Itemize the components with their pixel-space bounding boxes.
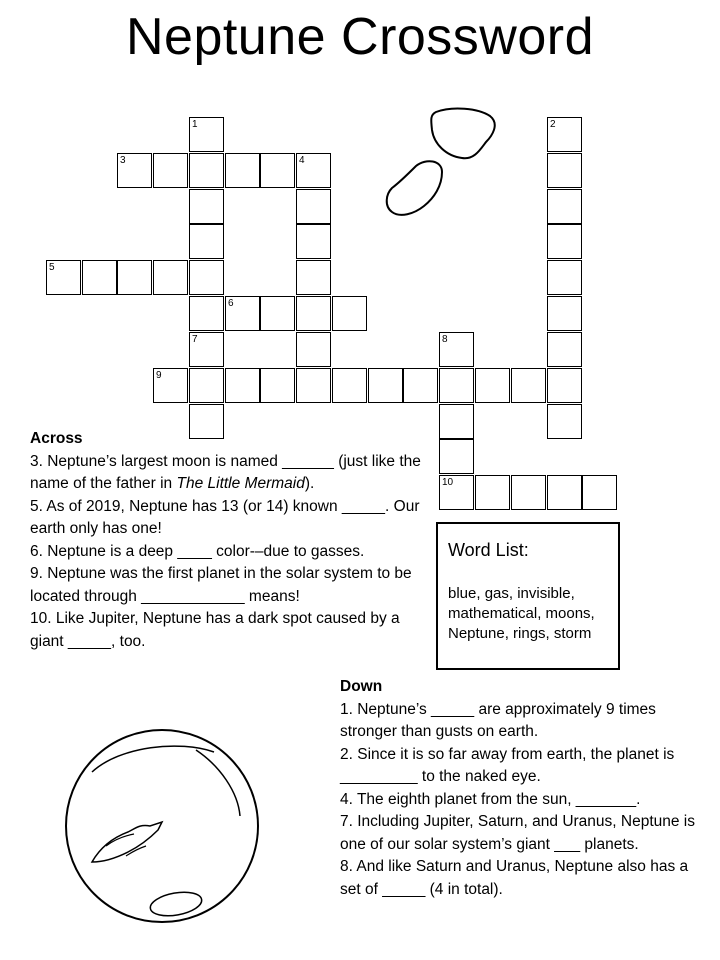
clue-number-9: 9 — [156, 370, 162, 381]
grid-cell[interactable] — [189, 153, 224, 188]
grid-cell[interactable] — [260, 153, 295, 188]
down-clue-1: 1. Neptune’s _____ are approximately 9 times stronger than gusts on earth. — [340, 700, 656, 740]
grid-cell[interactable] — [475, 475, 510, 510]
clue-number-1: 1 — [192, 119, 198, 130]
grid-cell[interactable] — [332, 368, 367, 403]
grid-cell[interactable] — [296, 189, 331, 224]
grid-cell[interactable] — [439, 404, 474, 439]
grid-cell[interactable] — [296, 224, 331, 259]
down-clue-2: 2. Since it is so far away from earth, the planet is _________ to the naked eye. — [340, 745, 675, 785]
grid-cell[interactable] — [117, 260, 152, 295]
down-heading: Down — [340, 678, 383, 695]
grid-cell[interactable] — [296, 260, 331, 295]
grid-cell[interactable] — [225, 296, 260, 331]
down-clue-4: 4. The eighth planet from the sun, _______. — [340, 790, 641, 808]
across-clue-9: 9. Neptune was the first planet in the solar system to be located through ____________ means! — [30, 565, 412, 605]
grid-cell[interactable] — [189, 224, 224, 259]
grid-cell[interactable] — [582, 475, 617, 510]
word-list-words: blue, gas, invisible, mathematical, moons, Neptune, rings, storm — [448, 585, 595, 642]
across-clue-3: 3. Neptune’s largest moon is named ______ (just like the name of the father in The Little Mermaid). — [30, 452, 421, 492]
grid-cell[interactable] — [260, 368, 295, 403]
grid-cell[interactable] — [260, 296, 295, 331]
grid-cell[interactable] — [82, 260, 117, 295]
grid-cell[interactable] — [332, 296, 367, 331]
grid-cell[interactable] — [511, 475, 546, 510]
grid-cell[interactable] — [46, 260, 81, 295]
clue-number-6: 6 — [228, 298, 234, 309]
across-heading: Across — [30, 430, 83, 447]
grid-cell[interactable] — [153, 153, 188, 188]
grid-cell[interactable] — [547, 404, 582, 439]
grid-cell[interactable] — [511, 368, 546, 403]
grid-cell[interactable] — [547, 260, 582, 295]
grid-cell[interactable] — [189, 296, 224, 331]
across-clue-10: 10. Like Jupiter, Neptune has a dark spot caused by a giant _____, too. — [30, 610, 400, 650]
grid-cell[interactable] — [189, 368, 224, 403]
grid-cell[interactable] — [189, 189, 224, 224]
page-title: Neptune Crossword — [125, 8, 595, 66]
across-clue-6: 6. Neptune is a deep ____ color-–due to gasses. — [30, 542, 365, 560]
clue-number-2: 2 — [550, 119, 556, 130]
word-list-box — [436, 522, 620, 670]
grid-cell[interactable] — [439, 439, 474, 474]
down-clues — [340, 676, 710, 901]
grid-cell[interactable] — [296, 368, 331, 403]
down-clue-8: 8. And like Saturn and Uranus, Neptune also has a set of _____ (4 in total). — [340, 858, 689, 898]
grid-cell[interactable] — [547, 332, 582, 367]
clue-number-3: 3 — [120, 155, 126, 166]
grid-cell[interactable] — [153, 260, 188, 295]
grid-cell[interactable] — [153, 368, 188, 403]
grid-cell[interactable] — [296, 153, 331, 188]
word-list-title: Word List: — [448, 540, 529, 560]
grid-cell[interactable] — [368, 368, 403, 403]
across-clue-5: 5. As of 2019, Neptune has 13 (or 14) known _____. Our earth only has one! — [30, 497, 420, 537]
grid-cell[interactable] — [547, 117, 582, 152]
grid-cell[interactable] — [296, 332, 331, 367]
grid-cell[interactable] — [439, 332, 474, 367]
grid-cell[interactable] — [547, 475, 582, 510]
grid-cell[interactable] — [117, 153, 152, 188]
grid-cell[interactable] — [547, 153, 582, 188]
grid-cell[interactable] — [547, 224, 582, 259]
clue-number-8: 8 — [442, 334, 448, 345]
clue-number-4: 4 — [299, 155, 305, 166]
clue-number-5: 5 — [49, 262, 55, 273]
grid-cell[interactable] — [475, 368, 510, 403]
grid-cell[interactable] — [189, 117, 224, 152]
grid-cell[interactable] — [547, 296, 582, 331]
grid-cell[interactable] — [403, 368, 438, 403]
grid-cell[interactable] — [189, 332, 224, 367]
clue-number-7: 7 — [192, 334, 198, 345]
down-clue-7: 7. Including Jupiter, Saturn, and Uranus, Neptune is one of our solar system’s giant ___ planets. — [340, 813, 695, 853]
grid-cell[interactable] — [547, 189, 582, 224]
grid-cell[interactable] — [439, 368, 474, 403]
clue-number-10: 10 — [442, 477, 454, 488]
grid-cell[interactable] — [439, 475, 474, 510]
grid-cell[interactable] — [225, 368, 260, 403]
grid-cell[interactable] — [547, 368, 582, 403]
grid-cell[interactable] — [225, 153, 260, 188]
grid-cell[interactable] — [296, 296, 331, 331]
grid-cell[interactable] — [189, 260, 224, 295]
neptune-planet-illustration — [66, 730, 258, 922]
across-clues — [30, 428, 430, 653]
